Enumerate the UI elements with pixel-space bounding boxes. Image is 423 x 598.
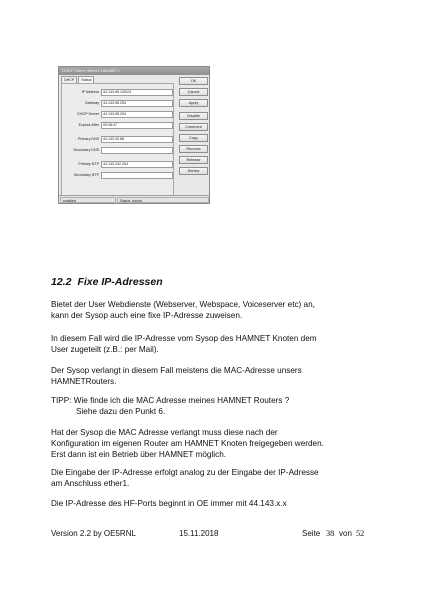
text-line: Konfiguration im eigenen Router am HAMNET Knoten freigegeben werden. xyxy=(51,439,324,448)
release-button[interactable]: Release xyxy=(179,156,208,164)
dialog-title: DHCP Client <ether1-HAMNET> xyxy=(59,67,209,75)
footer-of-label: von xyxy=(339,529,352,538)
field-label: Primary NTP xyxy=(78,162,99,166)
secondary-ntp-field[interactable] xyxy=(101,172,173,179)
dhcp-server-field[interactable]: 44.143.96.254 xyxy=(101,111,173,118)
field-row-gateway xyxy=(62,100,175,107)
cancel-button[interactable]: Cancel xyxy=(179,88,208,96)
paragraph-hf-port xyxy=(51,498,287,509)
renew-button[interactable]: Renew xyxy=(179,167,208,175)
field-label: IP Address xyxy=(81,90,99,94)
paragraph-mac-adresse xyxy=(51,365,302,387)
footer-total-pages: 52 xyxy=(356,529,365,538)
field-row-primary-dns xyxy=(62,136,175,143)
field-row-primary-ntp xyxy=(62,161,175,168)
comment-button[interactable]: Comment xyxy=(179,123,208,131)
primary-ntp-field[interactable]: 44.143.242.254 xyxy=(101,161,173,168)
gateway-field[interactable]: 44.143.96.254 xyxy=(101,100,173,107)
text-line: Siehe dazu den Punkt 6. xyxy=(76,407,166,416)
status-bound: Status: bound xyxy=(117,197,209,203)
remove-button[interactable]: Remove xyxy=(179,145,208,153)
dhcp-client-dialog xyxy=(58,66,210,204)
field-label: Expires After xyxy=(78,123,99,127)
paragraph-tipp xyxy=(51,395,289,417)
field-row-ip-address xyxy=(62,89,175,96)
text-line: am Anschluss ether1. xyxy=(51,479,130,488)
dialog-tabs xyxy=(61,76,94,83)
field-label: DHCP Server xyxy=(77,112,99,116)
text-line: Die IP-Adresse des HF-Ports beginnt in OE immer mit 44.143.x.x xyxy=(51,499,287,508)
secondary-dns-field[interactable] xyxy=(101,147,173,154)
expires-after-field[interactable]: 00:08:47 xyxy=(101,122,173,129)
status-panel xyxy=(61,83,174,197)
text-line: kann der Sysop auch eine fixe IP-Adresse zuweisen. xyxy=(51,311,243,320)
text-line: Erst dann ist ein Betrieb über HAMNET möglich. xyxy=(51,450,227,459)
field-label: Gateway xyxy=(84,101,99,105)
dialog-status-bar xyxy=(59,195,209,203)
paragraph-zuteilung xyxy=(51,333,317,355)
footer-page-number: 38 xyxy=(326,529,335,538)
primary-dns-field[interactable]: 44.143.40.88 xyxy=(101,136,173,143)
text-line: HAMNETRouters. xyxy=(51,377,117,386)
field-row-expires-after xyxy=(62,122,175,129)
section-number: 12.2 xyxy=(51,276,72,288)
footer-page-label: Seite xyxy=(302,529,321,538)
text-line: In diesem Fall wird die IP-Adresse vom Sysop des HAMNET Knoten dem xyxy=(51,334,317,343)
text-line: Die Eingabe der IP-Adresse erfolgt analog zu der Eingabe der IP-Adresse xyxy=(51,468,319,477)
section-heading xyxy=(51,276,163,288)
tab-dhcp[interactable]: DHCP xyxy=(61,76,77,83)
field-label: Secondary NTP xyxy=(73,173,99,177)
footer-version: Version 2.2 by OE5RNL xyxy=(51,529,136,538)
ok-button[interactable]: OK xyxy=(179,77,208,85)
apply-button[interactable]: Apply xyxy=(179,99,208,107)
field-label: Primary DNS xyxy=(78,137,99,141)
disable-button[interactable]: Disable xyxy=(179,112,208,120)
field-label: Secondary DNS xyxy=(73,148,99,152)
field-row-secondary-ntp xyxy=(62,172,175,179)
ip-address-field[interactable]: 44.143.96.149/24 xyxy=(101,89,173,96)
text-line: TIPP: Wie finde ich die MAC Adresse meines HAMNET Routers ? xyxy=(51,396,290,405)
text-line: Der Sysop verlangt in diesem Fall meistens die MAC-Adresse unsers xyxy=(51,366,302,375)
copy-button[interactable]: Copy xyxy=(179,134,208,142)
text-line: User zugeteilt (z.B.: per Mail). xyxy=(51,345,159,354)
text-line: Bietet der User Webdienste (Webserver, Webspace, Voiceserver etc) an, xyxy=(51,300,315,309)
field-row-secondary-dns xyxy=(62,147,175,154)
field-row-dhcp-server xyxy=(62,111,175,118)
paragraph-freigabe xyxy=(51,427,324,460)
paragraph-webdienste xyxy=(51,299,315,321)
tab-status[interactable]: Status xyxy=(78,76,94,83)
footer-date: 15.11.2018 xyxy=(179,529,219,538)
status-enabled: enabled xyxy=(60,197,116,203)
text-line: Hat der Sysop die MAC Adresse verlangt muss diese nach der xyxy=(51,428,278,437)
section-title: Fixe IP-Adressen xyxy=(77,276,163,288)
paragraph-eingabe xyxy=(51,467,319,489)
